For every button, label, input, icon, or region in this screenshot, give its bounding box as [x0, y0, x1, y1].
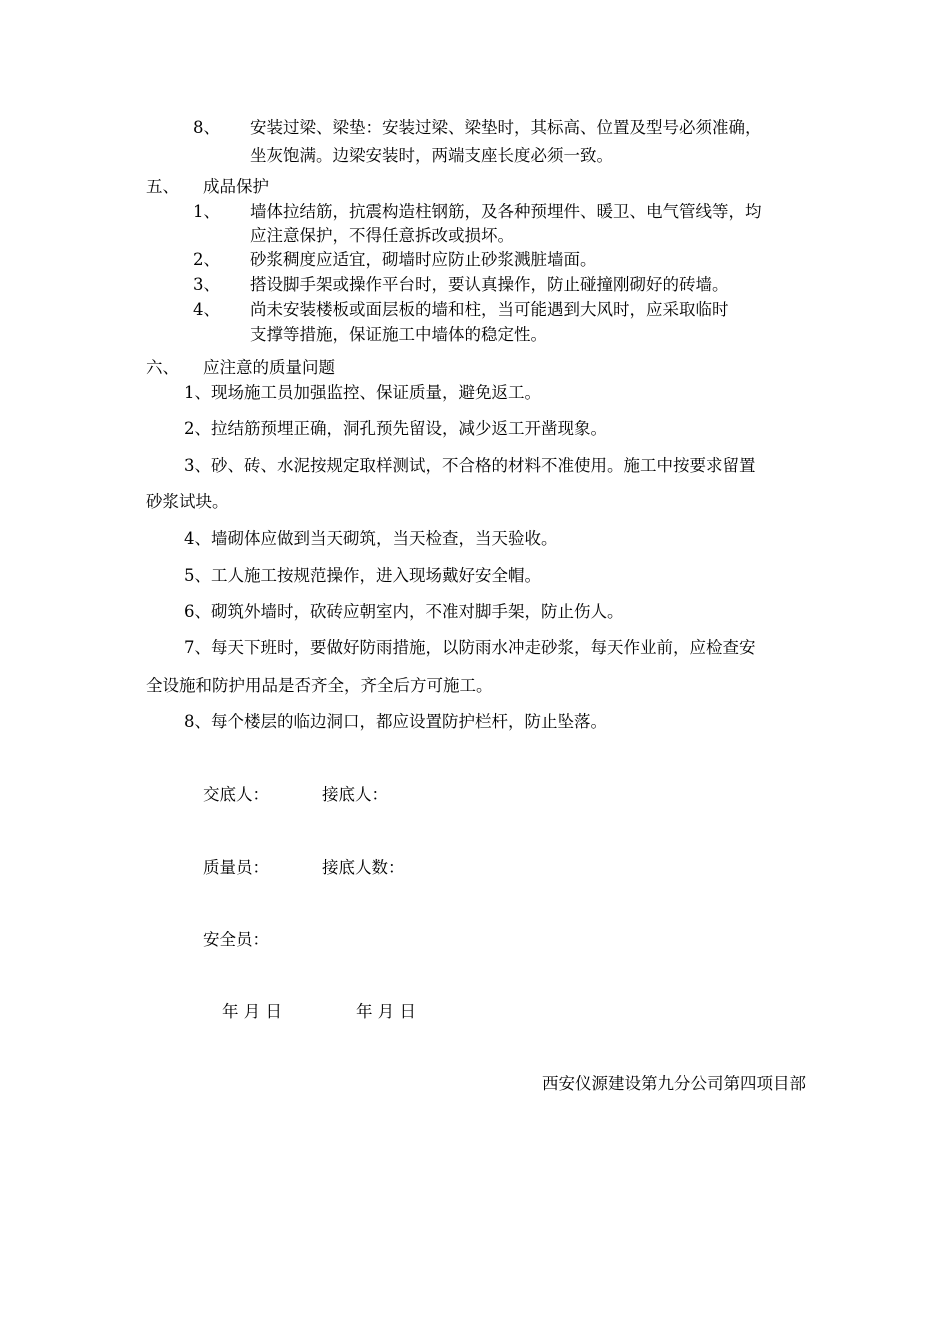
item-text-line: 应注意保护，不得任意拆改或损坏。: [250, 226, 514, 245]
section-title: 成品保护: [203, 177, 269, 196]
list-item: 6、砌筑外墙时，砍砖应朝室内，不准对脚手架，防止伤人。: [184, 602, 624, 621]
item-number: 3、: [193, 275, 220, 294]
list-item: 1、现场施工员加强监控、保证质量，避免返工。: [184, 383, 541, 402]
list-item: 5、工人施工按规范操作，进入现场戴好安全帽。: [184, 566, 541, 585]
list-item: 7、每天下班时，要做好防雨措施，以防雨水冲走砂浆，每天作业前，应检查安: [184, 638, 756, 657]
list-item-continuation: 全设施和防护用品是否齐全，齐全后方可施工。: [146, 676, 493, 695]
list-item: 2、拉结筋预埋正确，洞孔预先留设，减少返工开凿现象。: [184, 419, 607, 438]
item-number: 1、: [193, 202, 220, 221]
item-text-line: 搭设脚手架或操作平台时，要认真操作，防止碰撞刚砌好的砖墙。: [250, 275, 729, 294]
item-number: 2、: [193, 250, 220, 269]
list-item-continuation: 砂浆试块。: [146, 492, 229, 511]
signature-label-zhiliang: 质量员：: [203, 858, 269, 877]
item-text-line: 砂浆稠度应适宜，砌墙时应防止砂浆溅脏墙面。: [250, 250, 597, 269]
list-item: 4、墙砌体应做到当天砌筑，当天检查，当天验收。: [184, 529, 558, 548]
item-text-line: 坐灰饱满。边梁安装时，两端支座长度必须一致。: [250, 146, 613, 165]
section-number: 五、: [146, 177, 179, 196]
list-item: 8、每个楼层的临边洞口，都应设置防护栏杆，防止坠落。: [184, 712, 607, 731]
signature-label-jiedi-count: 接底人数：: [322, 858, 405, 877]
signature-label-jiaodi: 交底人：: [203, 785, 269, 804]
item-number: 8、: [193, 118, 220, 137]
section-title: 应注意的质量问题: [203, 358, 335, 377]
date-field: 年 月 日: [222, 1002, 282, 1021]
item-number: 4、: [193, 300, 220, 319]
list-item: 3、砂、砖、水泥按规定取样测试，不合格的材料不准使用。施工中按要求留置: [184, 456, 756, 475]
section-number: 六、: [146, 358, 179, 377]
signature-label-anquan: 安全员：: [203, 930, 269, 949]
item-text-line: 墙体拉结筋，抗震构造柱钢筋，及各种预埋件、暖卫、电气管线等，均: [250, 202, 762, 221]
item-text-line: 安装过梁、梁垫：安装过梁、梁垫时，其标高、位置及型号必须准确，: [250, 118, 762, 137]
item-text-line: 支撑等措施，保证施工中墙体的稳定性。: [250, 325, 547, 344]
signature-label-jiedi: 接底人：: [322, 785, 388, 804]
company-name: 西安仪源建设第九分公司第四项目部: [542, 1074, 806, 1093]
date-field: 年 月 日: [356, 1002, 416, 1021]
item-text-line: 尚未安装楼板或面层板的墙和柱，当可能遇到大风时，应采取临时: [250, 300, 729, 319]
